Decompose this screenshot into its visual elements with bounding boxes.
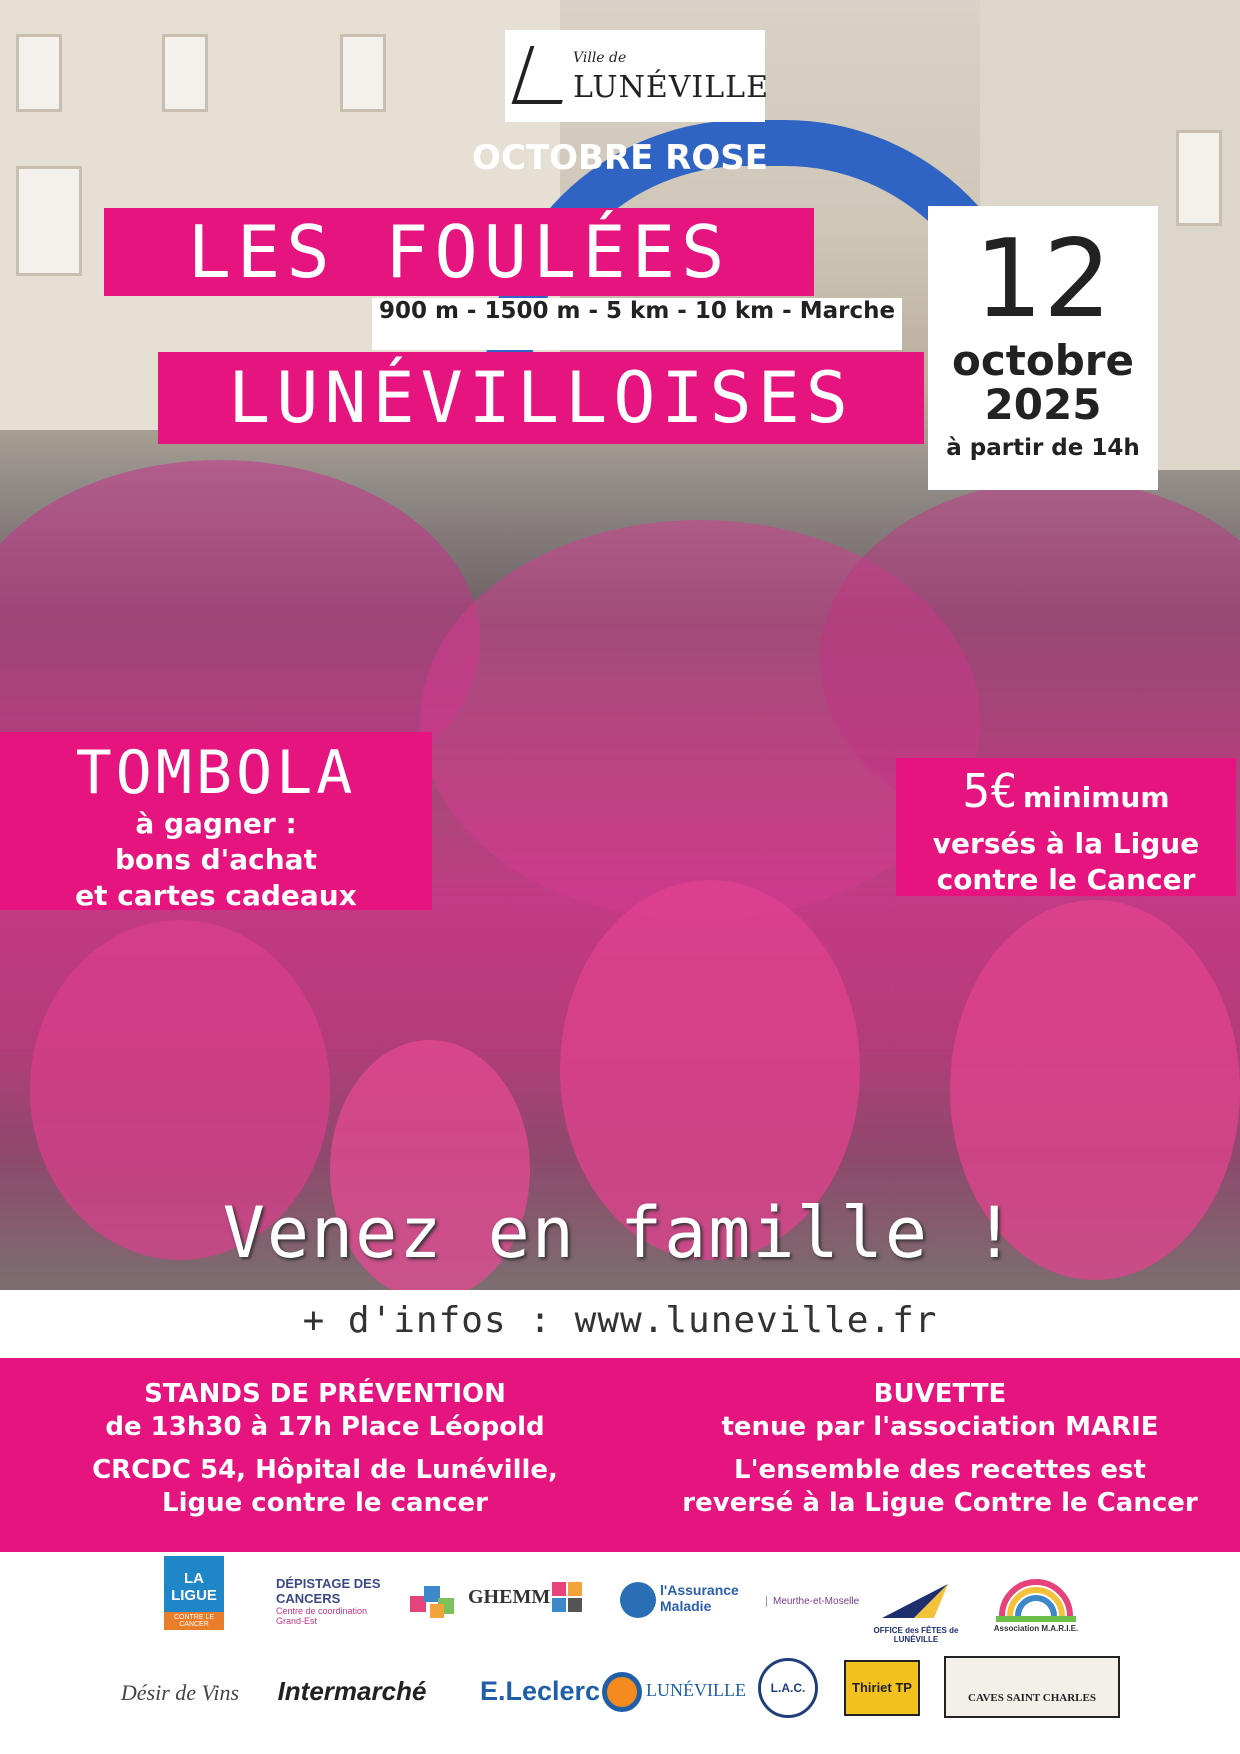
buvette-title: BUVETTE [873,1379,1007,1409]
stands-time: de 13h30 à 17h Place Léopold [105,1412,545,1442]
ghemm-icon [410,1582,464,1622]
assurance-sub: Meurthe-et-Moselle [766,1596,883,1607]
donation-line3: contre le Cancer [936,863,1196,896]
ghemm-mark-icon [552,1582,582,1618]
window [162,34,208,112]
leclerc-city: LUNÉVILLE [646,1680,746,1700]
ghemm-name: GHEMM [468,1586,551,1608]
tombola-title: TOMBOLA [75,738,357,808]
event-title-line2: LUNÉVILLOISES [158,352,924,444]
office-fetes-name: OFFICE des FÊTES de LUNÉVILLE [873,1626,959,1644]
event-title-line1: LES FOULÉES [104,208,814,296]
donation-box [896,758,1236,896]
window [16,34,62,112]
thiriet-name: Thiriet TP [852,1680,912,1695]
logo-mark-icon [512,46,581,104]
donation-amount: 5€ [962,764,1018,818]
info-band [0,1358,1240,1552]
date-month: octobre [952,336,1134,385]
assurance-icon [620,1582,656,1618]
tombola-box [0,732,432,910]
distances: 900 m - 1500 m - 5 km - 10 km - Marche [372,298,902,350]
logo-small-text: Ville de [573,50,627,66]
lac-name: L.A.C. [770,1681,806,1695]
city-logo [505,30,769,122]
ligue-name: LA LIGUE [171,1570,217,1604]
ligue-sub: CONTRE LE CANCER [164,1612,224,1630]
depistage-logo [276,1576,396,1626]
intermarche-logo: Intermarché [277,1676,427,1706]
donation-line2: versés à la Ligue [932,827,1200,860]
stands-partners-line2: Ligue contre le cancer [162,1488,488,1518]
stands-title: STANDS DE PRÉVENTION [144,1379,506,1409]
depistage-name: DÉPISTAGE DES CANCERS [276,1576,381,1606]
office-fetes-logo [878,1578,952,1624]
date-time: à partir de 14h [946,435,1140,461]
sponsors-area [0,1556,1240,1754]
leclerc-icon [602,1672,642,1712]
depistage-sub: Centre de coordination Grand-Est [276,1606,368,1626]
date-year: 2025 [984,380,1102,429]
marie-name: Association M.A.R.I.E. [993,1624,1079,1633]
leclerc-logo: E.Leclerc [479,1676,601,1706]
donation-minimum: minimum [1022,781,1170,814]
donation-line1 [896,764,1236,826]
campaign-title: OCTOBRE ROSE [472,138,768,178]
date-day: 12 [974,217,1112,342]
assurance-name: l'Assurance Maladie [660,1582,739,1614]
slogan: Venez en famille ! [222,1192,1018,1274]
tombola-line: à gagner : [135,807,297,840]
stands-partners-line1: CRCDC 54, Hôpital de Lunéville, [92,1455,558,1485]
date-box [928,206,1158,490]
buvette-column [680,1378,1200,1520]
window [340,34,386,112]
buvette-note-line1: L'ensemble des recettes est [734,1455,1146,1485]
caves-logo [944,1656,1120,1718]
desir-de-vins-logo: Désir de Vins [120,1680,240,1705]
tombola-line: bons d'achat [115,843,317,876]
thiriet-logo [844,1660,920,1716]
buvette-note-line2: reversé à la Ligue Contre le Cancer [682,1488,1198,1518]
tombola-line: et cartes cadeaux [75,879,357,912]
window [16,166,82,276]
info-link[interactable]: + d'infos : www.luneville.fr [302,1300,938,1341]
buvette-held-by: tenue par l'association MARIE [721,1412,1159,1442]
lac-logo [758,1658,818,1718]
stands-column [90,1378,560,1520]
logo-city-name: LUNÉVILLE [573,70,769,105]
ligue-logo [164,1556,224,1628]
marie-logo [996,1566,1076,1622]
caves-name: CAVES SAINT CHARLES [968,1692,1096,1704]
